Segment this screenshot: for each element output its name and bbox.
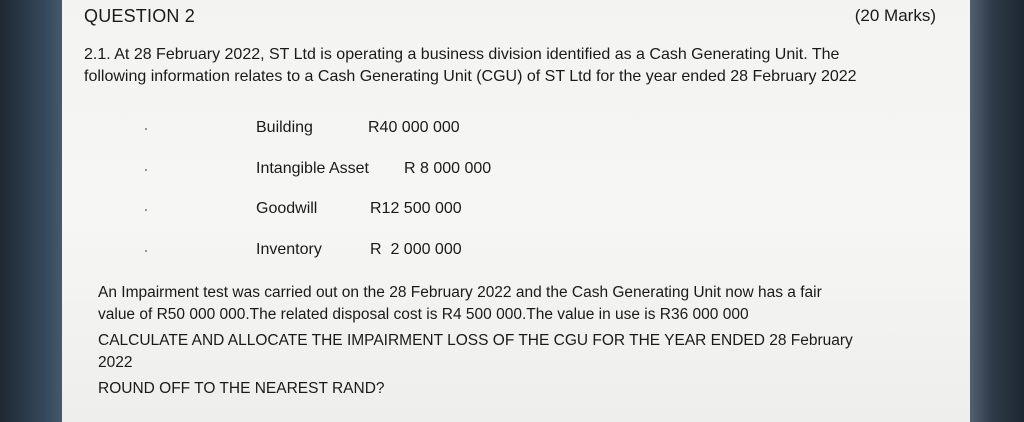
asset-row-intangible (62, 160, 970, 201)
bullet-dot (145, 250, 147, 252)
monitor-bezel-right (970, 0, 1024, 422)
question-body (98, 282, 858, 404)
monitor-bezel-left (0, 0, 62, 422)
asset-name: Goodwill (256, 200, 318, 217)
asset-name: Intangible Asset (256, 159, 369, 177)
bullet-dot (145, 169, 147, 171)
bullet-dot (145, 128, 147, 130)
asset-row-inventory (62, 241, 970, 282)
impairment-info: An Impairment test was carried out on the 28 February 2022 and the Cash Generating Unit now has a fair value of R50 000 000.The related disposal cost is R4 500 000.The value in use is R36 000 000 (98, 284, 822, 323)
asset-value: R12 500 000 (370, 200, 462, 217)
asset-row-goodwill (62, 200, 970, 241)
question-intro: 2.1. At 28 February 2022, ST Ltd is operating a business division identified as a Cash Generating Unit. The following information relates to a Cash Generating Unit (CGU) of ST Ltd for the year ended 28 February 2022 (84, 46, 857, 85)
cgu-asset-list (62, 119, 970, 281)
bullet-dot (145, 209, 147, 211)
question-page (62, 0, 970, 422)
instruction: CALCULATE AND ALLOCATE THE IMPAIRMENT LOSS OF THE CGU FOR THE YEAR ENDED 28 February 2022 (98, 332, 853, 371)
asset-value: R 2 000 000 (370, 240, 462, 258)
asset-name: Inventory (256, 240, 322, 258)
rounding-note: ROUND OFF TO THE NEAREST RAND? (98, 380, 385, 397)
question-title: QUESTION 2 (84, 6, 196, 26)
asset-value: R40 000 000 (368, 119, 460, 136)
question-marks: (20 Marks) (854, 6, 936, 25)
asset-value: R 8 000 000 (404, 159, 492, 177)
asset-row-building (62, 119, 970, 160)
asset-name: Building (256, 119, 313, 136)
